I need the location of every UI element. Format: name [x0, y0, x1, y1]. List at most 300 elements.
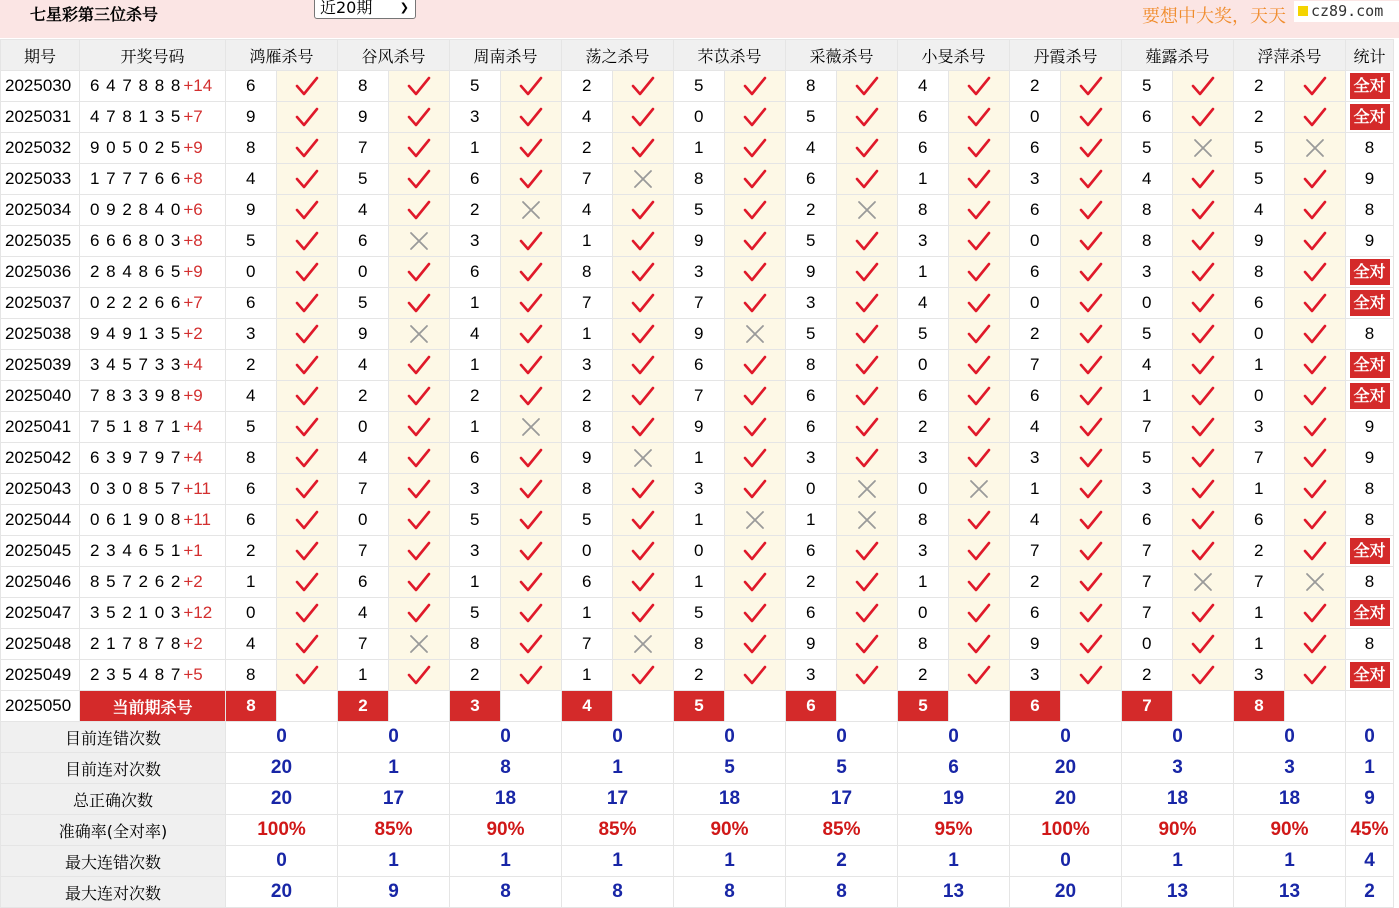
draw-sum: +5: [183, 665, 203, 684]
check-icon: [855, 447, 879, 469]
summary-value: 20: [1010, 784, 1122, 815]
check-icon: [295, 261, 319, 283]
result-mark-cell: [277, 598, 338, 629]
summary-label: 总正确次数: [1, 784, 226, 815]
check-icon: [967, 633, 991, 655]
check-icon: [631, 230, 655, 252]
draw-number-cell: [80, 350, 226, 381]
result-mark-cell: [1285, 164, 1346, 195]
draw-sum: +4: [183, 417, 203, 436]
result-mark-cell: [277, 536, 338, 567]
kill-number-cell: 0: [226, 598, 277, 629]
all-correct-badge: 全对: [1350, 600, 1390, 626]
all-correct-badge: 全对: [1350, 662, 1390, 688]
result-mark-cell: [613, 133, 674, 164]
summary-label: 目前连错次数: [1, 722, 226, 753]
table-row: [1, 629, 1394, 660]
result-mark-cell: [501, 660, 562, 691]
draw-number-cell: [80, 71, 226, 102]
result-mark-cell: [1173, 133, 1234, 164]
kill-number-cell: 5: [1122, 319, 1173, 350]
draw-sum: +2: [183, 324, 203, 343]
kill-number-cell: 7: [1010, 350, 1061, 381]
check-icon: [743, 478, 767, 500]
result-mark-cell: [1285, 474, 1346, 505]
kill-number-cell: 5: [786, 102, 837, 133]
result-mark-cell: [389, 319, 450, 350]
kill-number-cell: 3: [1234, 412, 1285, 443]
summary-value: 17: [786, 784, 898, 815]
table-row: [1, 443, 1394, 474]
check-icon: [631, 261, 655, 283]
kill-number-cell: 8: [450, 629, 501, 660]
kill-number-cell: 1: [898, 257, 949, 288]
all-correct-badge: 全对: [1350, 538, 1390, 564]
period-cell: 2025030: [1, 71, 80, 102]
kill-number-cell: 6: [1234, 505, 1285, 536]
result-mark-cell: [389, 102, 450, 133]
check-icon: [519, 478, 543, 500]
check-icon: [295, 323, 319, 345]
kill-number-cell: 3: [786, 443, 837, 474]
cross-icon: [1303, 571, 1327, 593]
kill-number-cell: 6: [1122, 102, 1173, 133]
kill-number-cell: 3: [1010, 660, 1061, 691]
check-icon: [295, 571, 319, 593]
kill-number-cell: 8: [674, 629, 725, 660]
cross-icon: [743, 323, 767, 345]
result-mark-cell: [1173, 536, 1234, 567]
kill-number-cell: 6: [786, 536, 837, 567]
check-icon: [1079, 633, 1103, 655]
current-blank-cell: [613, 691, 674, 722]
kill-number-cell: 9: [1010, 629, 1061, 660]
check-icon: [1191, 106, 1215, 128]
result-mark-cell: [1285, 381, 1346, 412]
kill-number-cell: 3: [674, 257, 725, 288]
check-icon: [1191, 168, 1215, 190]
header-expert-7: 丹霞杀号: [1010, 40, 1122, 71]
summary-value: 90%: [1122, 815, 1234, 846]
result-mark-cell: [1061, 536, 1122, 567]
result-mark-cell: [837, 164, 898, 195]
kill-number-cell: 6: [338, 226, 389, 257]
result-mark-cell: [837, 660, 898, 691]
check-icon: [1303, 602, 1327, 624]
kill-number-cell: 4: [1234, 195, 1285, 226]
stat-cell: [1346, 598, 1394, 629]
check-icon: [1303, 447, 1327, 469]
result-mark-cell: [613, 288, 674, 319]
kill-number-cell: 6: [226, 288, 277, 319]
result-mark-cell: [277, 629, 338, 660]
kill-number-cell: 3: [786, 288, 837, 319]
stat-cell: [1346, 350, 1394, 381]
result-mark-cell: [1061, 505, 1122, 536]
result-mark-cell: [725, 381, 786, 412]
summary-value: 0: [226, 722, 338, 753]
check-icon: [1303, 478, 1327, 500]
result-mark-cell: [501, 350, 562, 381]
summary-value: 95%: [898, 815, 1010, 846]
result-mark-cell: [1061, 412, 1122, 443]
check-icon: [1191, 633, 1215, 655]
check-icon: [1191, 664, 1215, 686]
check-icon: [519, 385, 543, 407]
result-mark-cell: [1173, 381, 1234, 412]
result-mark-cell: [389, 257, 450, 288]
kill-number-cell: 1: [450, 412, 501, 443]
check-icon: [743, 571, 767, 593]
check-icon: [519, 292, 543, 314]
kill-number-cell: 3: [1010, 443, 1061, 474]
result-mark-cell: [725, 474, 786, 505]
check-icon: [295, 447, 319, 469]
kill-number-cell: 1: [674, 567, 725, 598]
check-icon: [631, 106, 655, 128]
result-mark-cell: [389, 288, 450, 319]
result-mark-cell: [1173, 443, 1234, 474]
check-icon: [631, 385, 655, 407]
result-mark-cell: [1285, 226, 1346, 257]
page-title: 七星彩第三位杀号: [30, 5, 159, 24]
kill-number-cell: 4: [338, 195, 389, 226]
result-mark-cell: [501, 443, 562, 474]
kill-number-cell: 2: [562, 71, 613, 102]
summary-value: 1: [450, 846, 562, 877]
check-icon: [967, 261, 991, 283]
current-blank-cell: [837, 691, 898, 722]
result-mark-cell: [949, 195, 1010, 226]
kill-number-cell: 5: [1122, 71, 1173, 102]
result-mark-cell: [389, 474, 450, 505]
check-icon: [855, 75, 879, 97]
kill-number-cell: 1: [450, 288, 501, 319]
summary-value: 0: [1234, 722, 1346, 753]
result-mark-cell: [1061, 350, 1122, 381]
result-mark-cell: [501, 164, 562, 195]
kill-number-cell: 6: [786, 412, 837, 443]
draw-number-cell: [80, 629, 226, 660]
check-icon: [967, 230, 991, 252]
summary-value: 18: [1234, 784, 1346, 815]
result-mark-cell: [1061, 226, 1122, 257]
check-icon: [407, 168, 431, 190]
kill-number-cell: 7: [562, 164, 613, 195]
result-mark-cell: [501, 567, 562, 598]
kill-number-cell: 0: [1234, 381, 1285, 412]
check-icon: [407, 571, 431, 593]
check-icon: [1191, 292, 1215, 314]
result-mark-cell: [613, 102, 674, 133]
summary-value: 1: [1234, 846, 1346, 877]
kill-number-cell: 4: [898, 71, 949, 102]
result-mark-cell: [501, 195, 562, 226]
all-correct-badge: 全对: [1350, 73, 1390, 99]
result-mark-cell: [613, 412, 674, 443]
result-mark-cell: [837, 102, 898, 133]
kill-number-cell: 5: [1122, 133, 1173, 164]
check-icon: [967, 137, 991, 159]
result-mark-cell: [725, 629, 786, 660]
check-icon: [407, 199, 431, 221]
stat-cell: [1346, 381, 1394, 412]
period-cell: 2025049: [1, 660, 80, 691]
result-mark-cell: [837, 443, 898, 474]
kill-number-cell: 8: [562, 474, 613, 505]
kill-number-cell: 0: [898, 474, 949, 505]
check-icon: [967, 447, 991, 469]
site-logo[interactable]: [1294, 1, 1399, 22]
kill-number-cell: 4: [338, 350, 389, 381]
check-icon: [855, 602, 879, 624]
kill-number-cell: 6: [786, 381, 837, 412]
result-mark-cell: [725, 133, 786, 164]
kill-number-cell: 8: [898, 629, 949, 660]
result-mark-cell: [1061, 71, 1122, 102]
check-icon: [1191, 323, 1215, 345]
result-mark-cell: [725, 102, 786, 133]
current-blank-cell: [949, 691, 1010, 722]
draw-number-cell: [80, 133, 226, 164]
check-icon: [855, 540, 879, 562]
kill-number-cell: 1: [1234, 629, 1285, 660]
kill-number-cell: 2: [338, 381, 389, 412]
period-cell: 2025039: [1, 350, 80, 381]
check-icon: [407, 106, 431, 128]
check-icon: [855, 106, 879, 128]
kill-number-cell: 7: [1234, 567, 1285, 598]
result-mark-cell: [837, 505, 898, 536]
kill-number-cell: 2: [674, 660, 725, 691]
result-mark-cell: [837, 536, 898, 567]
check-icon: [631, 571, 655, 593]
check-icon: [1191, 75, 1215, 97]
check-icon: [631, 664, 655, 686]
stat-cell: [1346, 412, 1394, 443]
result-mark-cell: [501, 505, 562, 536]
check-icon: [967, 416, 991, 438]
current-kill-number: 6: [1010, 691, 1061, 722]
stat-cell: [1346, 164, 1394, 195]
check-icon: [407, 75, 431, 97]
kill-number-cell: 8: [226, 133, 277, 164]
stat-cell: [1346, 319, 1394, 350]
header-expert-9: 浮萍杀号: [1234, 40, 1346, 71]
current-blank-cell: [277, 691, 338, 722]
check-icon: [519, 261, 543, 283]
kill-number-cell: 1: [562, 226, 613, 257]
check-icon: [1303, 261, 1327, 283]
cross-icon: [855, 199, 879, 221]
current-blank-cell: [1173, 691, 1234, 722]
result-mark-cell: [1173, 319, 1234, 350]
kill-number-cell: 4: [226, 164, 277, 195]
check-icon: [855, 385, 879, 407]
draw-sum: +4: [183, 355, 203, 374]
current-kill-number: 5: [898, 691, 949, 722]
result-mark-cell: [389, 629, 450, 660]
draw-digits: 8 5 7 2 6 2: [90, 572, 182, 591]
period-cell: 2025041: [1, 412, 80, 443]
summary-value: 0: [562, 722, 674, 753]
kill-number-cell: 6: [786, 598, 837, 629]
check-icon: [967, 664, 991, 686]
summary-value: 8: [786, 877, 898, 908]
kill-number-cell: 1: [450, 133, 501, 164]
summary-value: 1: [898, 846, 1010, 877]
current-kill-row: [1, 691, 1394, 722]
summary-label: 最大连错次数: [1, 846, 226, 877]
check-icon: [519, 106, 543, 128]
promo-slogan: 要想中大奖，天天: [1142, 6, 1286, 27]
result-mark-cell: [613, 567, 674, 598]
draw-number-cell: [80, 567, 226, 598]
kill-number-cell: 7: [674, 381, 725, 412]
cross-icon: [631, 447, 655, 469]
draw-sum: +14: [183, 76, 213, 95]
result-mark-cell: [501, 288, 562, 319]
result-mark-cell: [725, 350, 786, 381]
all-correct-badge: 全对: [1350, 259, 1390, 285]
kill-number-cell: 3: [562, 350, 613, 381]
summary-value: 18: [674, 784, 786, 815]
kill-number-cell: 5: [226, 412, 277, 443]
kill-number-cell: 7: [1122, 536, 1173, 567]
summary-value: 0: [226, 846, 338, 877]
check-icon: [1191, 602, 1215, 624]
check-icon: [743, 199, 767, 221]
check-icon: [631, 323, 655, 345]
result-mark-cell: [725, 567, 786, 598]
kill-number-cell: 4: [1010, 505, 1061, 536]
check-icon: [631, 137, 655, 159]
check-icon: [1303, 664, 1327, 686]
cross-icon: [1191, 571, 1215, 593]
check-icon: [1079, 354, 1103, 376]
current-blank-cell: [1285, 691, 1346, 722]
kill-number-cell: 2: [1010, 71, 1061, 102]
draw-digits: 1 7 7 7 6 6: [90, 169, 182, 188]
check-icon: [631, 509, 655, 531]
stat-count: 8: [1364, 200, 1375, 219]
result-mark-cell: [725, 257, 786, 288]
check-icon: [1079, 323, 1103, 345]
check-icon: [631, 354, 655, 376]
kill-number-cell: 6: [1010, 133, 1061, 164]
summary-value: 1: [338, 753, 450, 784]
result-mark-cell: [1173, 102, 1234, 133]
stat-count: 8: [1364, 634, 1375, 653]
result-mark-cell: [501, 536, 562, 567]
result-mark-cell: [277, 133, 338, 164]
result-mark-cell: [949, 474, 1010, 505]
stat-cell: [1346, 133, 1394, 164]
kill-number-cell: 0: [898, 598, 949, 629]
kill-number-cell: 5: [674, 598, 725, 629]
kill-number-cell: 9: [562, 443, 613, 474]
kill-number-cell: 0: [338, 412, 389, 443]
draw-sum: +9: [183, 138, 203, 157]
kill-number-cell: 7: [1010, 536, 1061, 567]
result-mark-cell: [1061, 319, 1122, 350]
check-icon: [1191, 509, 1215, 531]
result-mark-cell: [613, 505, 674, 536]
summary-value: 8: [562, 877, 674, 908]
result-mark-cell: [949, 412, 1010, 443]
draw-sum: +11: [183, 479, 211, 498]
result-mark-cell: [949, 598, 1010, 629]
check-icon: [1079, 230, 1103, 252]
kill-number-cell: 2: [1010, 567, 1061, 598]
result-mark-cell: [389, 133, 450, 164]
result-mark-cell: [837, 598, 898, 629]
check-icon: [631, 602, 655, 624]
draw-sum: +4: [183, 448, 203, 467]
kill-number-cell: 6: [898, 133, 949, 164]
kill-number-cell: 7: [338, 629, 389, 660]
summary-row: [1, 815, 1394, 846]
table-row: [1, 102, 1394, 133]
result-mark-cell: [837, 567, 898, 598]
draw-digits: 7 8 3 3 9 8: [90, 386, 182, 405]
header-expert-2: 周南杀号: [450, 40, 562, 71]
result-mark-cell: [613, 164, 674, 195]
kill-number-cell: 5: [562, 505, 613, 536]
check-icon: [407, 478, 431, 500]
check-icon: [631, 478, 655, 500]
result-mark-cell: [277, 381, 338, 412]
check-icon: [1303, 540, 1327, 562]
check-icon: [295, 416, 319, 438]
kill-number-cell: 0: [1122, 629, 1173, 660]
result-mark-cell: [949, 71, 1010, 102]
result-mark-cell: [1285, 505, 1346, 536]
result-mark-cell: [1173, 164, 1234, 195]
result-mark-cell: [1173, 629, 1234, 660]
stat-cell: [1346, 536, 1394, 567]
summary-stat: 2: [1346, 877, 1394, 908]
result-mark-cell: [725, 505, 786, 536]
stat-cell: [1346, 71, 1394, 102]
period-select[interactable]: [314, 0, 416, 19]
summary-value: 8: [450, 877, 562, 908]
result-mark-cell: [725, 319, 786, 350]
draw-digits: 9 4 9 1 3 5: [90, 324, 182, 343]
result-mark-cell: [501, 319, 562, 350]
check-icon: [1079, 447, 1103, 469]
stat-cell: [1346, 257, 1394, 288]
kill-number-cell: 2: [226, 350, 277, 381]
summary-label: 最大连对次数: [1, 877, 226, 908]
result-mark-cell: [277, 102, 338, 133]
check-icon: [967, 385, 991, 407]
result-mark-cell: [277, 319, 338, 350]
kill-number-cell: 4: [338, 443, 389, 474]
check-icon: [519, 509, 543, 531]
kill-number-cell: 1: [226, 567, 277, 598]
result-mark-cell: [1061, 133, 1122, 164]
kill-number-cell: 0: [1010, 102, 1061, 133]
result-mark-cell: [1173, 350, 1234, 381]
check-icon: [743, 106, 767, 128]
kill-number-cell: 8: [1122, 195, 1173, 226]
all-correct-badge: 全对: [1350, 352, 1390, 378]
cross-icon: [1191, 137, 1215, 159]
check-icon: [1079, 292, 1103, 314]
kill-number-cell: 1: [1122, 381, 1173, 412]
check-icon: [967, 106, 991, 128]
